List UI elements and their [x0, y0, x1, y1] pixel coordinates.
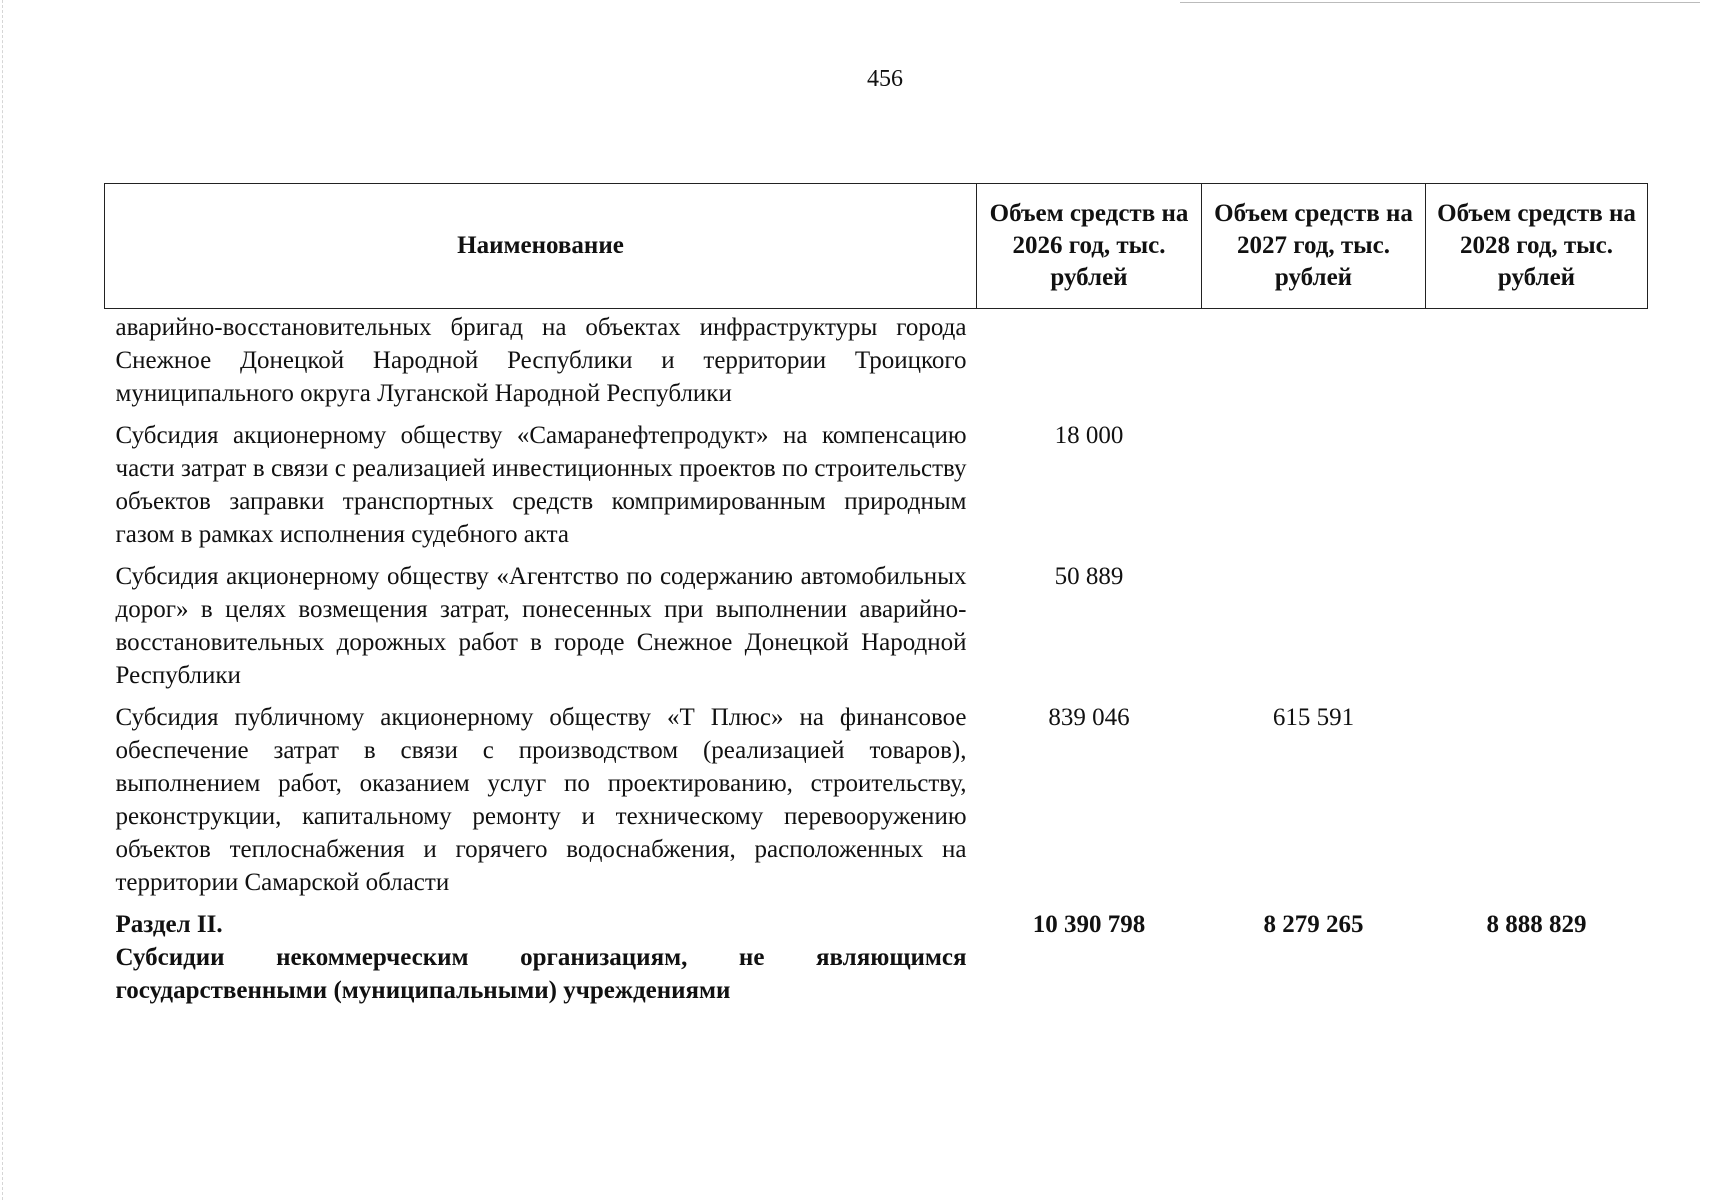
row-volume-2027: [1202, 557, 1426, 698]
table-row: [105, 416, 1648, 557]
section-volume-2027: 8 279 265: [1263, 911, 1364, 938]
header-volume-2028: Объем средств на 2028 год, тыс. рублей: [1426, 184, 1648, 309]
row-volume-2028: [1426, 557, 1648, 698]
row-volume-2027: 615 591: [1272, 704, 1355, 731]
section-total-row: [105, 905, 1648, 1007]
section-volume-2026: 10 390 798: [1032, 911, 1146, 938]
row-volume-2027: [1202, 416, 1426, 557]
scan-top-rule: [1180, 2, 1700, 3]
scan-edge-line: [2, 0, 3, 1200]
budget-table: [104, 183, 1648, 1007]
row-volume-2028: [1426, 416, 1648, 557]
row-volume-2028: [1426, 309, 1648, 417]
row-name: Субсидия акционерному обществу «Самаранефтепродукт» на компенсацию части затрат в связи с реализацией инвестиционных проектов по строительству объектов заправки транспортных средств компримированным природным газом в рамках исполнения судебного акта: [115, 422, 967, 548]
header-volume-2026: Объем средств на 2026 год, тыс. рублей: [977, 184, 1202, 309]
table-header-row: [105, 184, 1648, 309]
row-volume-2028: [1426, 698, 1648, 905]
section-subtitle: Субсидии некоммерческим организациям, не являющимся государственными (муниципальными) учреждениями: [115, 944, 967, 1004]
row-volume-2026: [977, 309, 1202, 417]
row-name: Субсидия акционерному обществу «Агентство по содержанию автомобильных дорог» в целях возмещения затрат, понесенных при выполнении аварийно-восстановительных дорожных работ в городе Снежное Донецкой Народной Республики: [115, 563, 967, 689]
row-name: аварийно-восстановительных бригад на объектах инфраструктуры города Снежное Донецкой Народной Республики и территории Троицкого муниципального округа Луганской Народной Республики: [115, 314, 967, 407]
row-name: Субсидия публичному акционерному обществу «Т Плюс» на финансовое обеспечение затрат в связи с производством (реализацией товаров), выполнением работ, оказанием услуг по проектированию, строительству, реконструкции, капитальному ремонту и техническому перевооружению объектов теплоснабжения и горячего водоснабжения, расположенных на территории Самарской области: [115, 704, 967, 896]
section-volume-2028: 8 888 829: [1486, 911, 1587, 938]
table-row: [105, 698, 1648, 905]
row-volume-2026: 839 046: [1048, 704, 1130, 731]
header-volume-2027: Объем средств на 2027 год, тыс. рублей: [1202, 184, 1426, 309]
section-heading: [105, 905, 977, 1007]
header-name: Наименование: [105, 184, 977, 309]
row-volume-2026: 50 889: [1054, 563, 1124, 590]
table-row: [105, 557, 1648, 698]
section-title: Раздел II.: [115, 911, 223, 938]
table-row: [105, 309, 1648, 417]
page-number: 456: [867, 66, 903, 92]
row-volume-2026: 18 000: [1054, 422, 1124, 449]
row-volume-2027: [1202, 309, 1426, 417]
